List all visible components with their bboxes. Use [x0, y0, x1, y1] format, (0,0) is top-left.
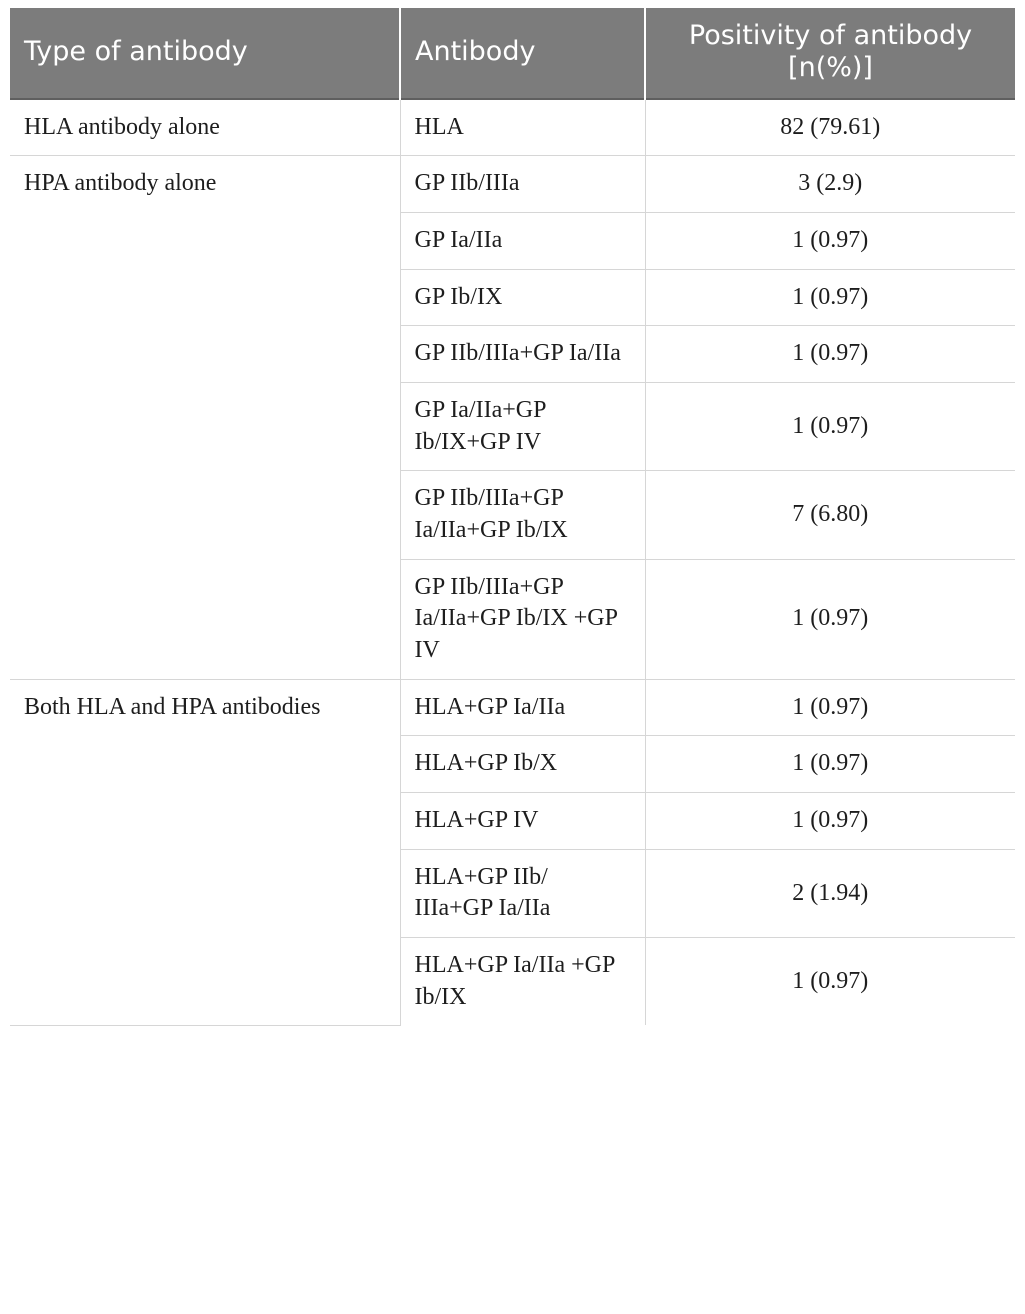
table-header — [10, 8, 1015, 99]
antibody-positivity: 82 (79.61) — [645, 99, 1015, 156]
antibody-positivity: 1 (0.97) — [645, 383, 1015, 471]
antibody-positivity: 1 (0.97) — [645, 326, 1015, 383]
group-label-both-hla-hpa: Both HLA and HPA antibodies — [10, 679, 400, 1025]
antibody-positivity: 1 (0.97) — [645, 679, 1015, 736]
antibody-name: GP IIb/IIIa — [400, 156, 645, 213]
antibody-name: HLA+GP Ia/IIa — [400, 679, 645, 736]
antibody-positivity-table — [10, 8, 1015, 1026]
column-header-antibody: Antibody — [400, 8, 645, 99]
antibody-positivity: 1 (0.97) — [645, 793, 1015, 850]
antibody-name: GP IIb/IIIa+GP Ia/IIa+GP Ib/IX — [400, 471, 645, 559]
antibody-name: GP Ia/IIa — [400, 213, 645, 270]
table-body — [10, 99, 1015, 1026]
antibody-positivity: 7 (6.80) — [645, 471, 1015, 559]
group-label-hla-alone: HLA antibody alone — [10, 99, 400, 156]
antibody-name: HLA+GP Ia/IIa +GP Ib/IX — [400, 938, 645, 1026]
antibody-name: GP Ia/IIa+GP Ib/IX+GP IV — [400, 383, 645, 471]
antibody-positivity: 1 (0.97) — [645, 213, 1015, 270]
table-row — [10, 99, 1015, 156]
antibody-name: GP IIb/IIIa+GP Ia/IIa — [400, 326, 645, 383]
antibody-name: HLA+GP IV — [400, 793, 645, 850]
group-label-hpa-alone: HPA antibody alone — [10, 156, 400, 679]
antibody-positivity: 1 (0.97) — [645, 559, 1015, 679]
column-header-positivity: Positivity of antibody [n(%)] — [645, 8, 1015, 99]
antibody-name: GP IIb/IIIa+GP Ia/IIa+GP Ib/IX +GP IV — [400, 559, 645, 679]
table-header-row — [10, 8, 1015, 99]
antibody-name: HLA+GP Ib/X — [400, 736, 645, 793]
antibody-positivity: 1 (0.97) — [645, 938, 1015, 1026]
antibody-name: GP Ib/IX — [400, 269, 645, 326]
antibody-name: HLA — [400, 99, 645, 156]
antibody-positivity: 1 (0.97) — [645, 736, 1015, 793]
table-row — [10, 679, 1015, 736]
column-header-type-of-antibody: Type of antibody — [10, 8, 400, 99]
antibody-positivity: 2 (1.94) — [645, 849, 1015, 937]
antibody-name: HLA+GP IIb/ IIIa+GP Ia/IIa — [400, 849, 645, 937]
antibody-positivity: 3 (2.9) — [645, 156, 1015, 213]
antibody-positivity: 1 (0.97) — [645, 269, 1015, 326]
table-row — [10, 156, 1015, 213]
